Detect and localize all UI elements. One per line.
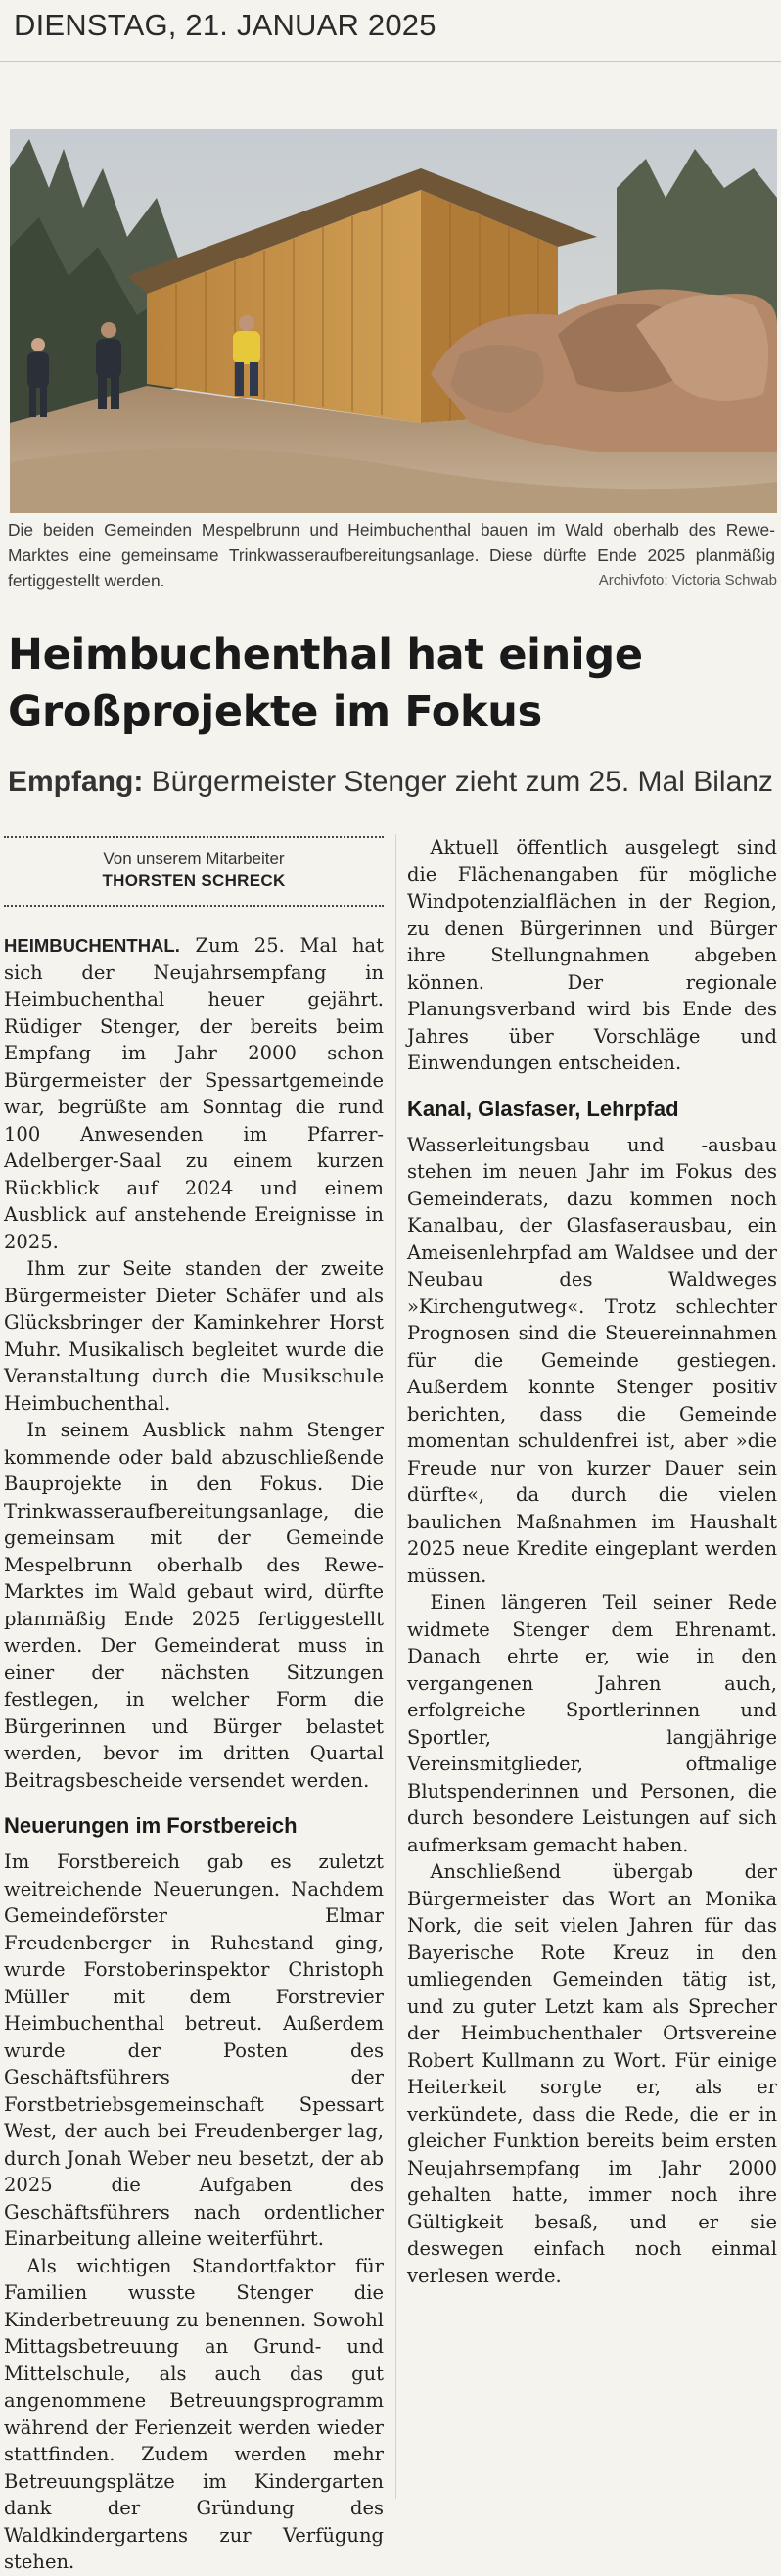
subhead-text: Bürgermeister Stenger zieht zum 25. Mal Bilanz (143, 766, 773, 798)
paragraph-4: Im Forstbereich gab es zuletzt weitreichende Neuerungen. Nachdem Gemeindeförster Elmar Freudenberger in Ruhestand ging, wurde Forstoberinspektor Christoph Müller mit dem Forstrevier Heimbuchenthal betreut. Außerdem wurde der Posten des Geschäftsführers der Forstbetriebsgemeinschaft Spessart West, der auch bei Freudenberger lag, durch Jonah Weber neu besetzt, der ab 2025 die Aufgaben des Geschäftsführers nach ordentlicher Einarbeitung alleine weiterführt. (4, 1850, 384, 2250)
byline-author: THORSTEN SCHRECK (102, 871, 286, 890)
paragraph-7: Wasserleitungsbau und -ausbau stehen im neuen Jahr im Fokus des Gemeinderats, dazu kommen noch Kanalbau, der Glasfaserausbau, ein Ameisenlehrpfad am Waldsee und der Neubau des Waldweges »Kirchengutweg«. Trotz schlechter Prognosen sind die Steuereinnahmen für die Gemeinde gestiegen. Außerdem konnte Stenger positiv berichten, dass die Gemeinde momentan schuldenfrei ist, aber »die Freude nur von kurzer Dauer sein dürfte«, da durch die vielen baulichen Maßnahmen im Haushalt 2025 neue Kredite eingeplant werden müssen. (407, 1133, 777, 1587)
section-heading-forst: Neuerungen im Forstbereich (4, 1813, 298, 1838)
paragraph-1 (4, 932, 384, 1255)
issue-dateline: DIENSTAG, 21. JANUAR 2025 (14, 8, 436, 42)
article-subheadline (8, 766, 781, 799)
photo-caption: Die beiden Gemeinden Mespelbrunn und Heimbuchenthal bauen im Wald oberhalb des Rewe-Marktes eine gemeinsame Trinkwasseraufbereitungsanlage. Diese dürfte Ende 2025 planmäßig fertiggestellt werden. (8, 520, 775, 590)
section-heading-kanal: Kanal, Glasfaser, Lehrpfad (407, 1096, 679, 1121)
subhead-kicker: Empfang: (8, 766, 144, 798)
paragraph-5: Als wichtigen Standortfaktor für Familien wusste Stenger die Kinderbetreuung zu benennen. Sowohl Mittagsbetreuung an Grund- und Mittelschule, als auch das gut angenommene Betreuungsprogramm während der Ferienzeit werden wieder stattfinden. Zudem werden mehr Betreuungsplätze im Kindergarten dank der Gründung des Waldkindergartens zur Verfügung stehen. (4, 2254, 384, 2573)
column-divider (395, 834, 396, 2499)
paragraph-6: Aktuell öffentlich ausgelegt sind die Flächenangaben für mögliche Windpotenzialflächen in der Region, zu denen Bürgerinnen und Bürger ihre Stellungnahmen abgeben können. Der regionale Planungsverband wird bis Ende des Jahres über Vorschläge und Einwendungen entscheiden. (407, 836, 777, 1074)
photo-illustration (10, 129, 777, 513)
paragraph-1-text: Zum 25. Mal hat sich der Neujahrsempfang in Heimbuchenthal heuer gejährt. Rüdiger Stenger, der bereits beim Empfang im Jahr 2000 schon Bürgermeister der Spessartgemeinde war, begrüßte am Sonntag die rund 100 Anwesenden im Pfarrer-Adelberger-Saal zu einem kurzen Rückblick auf 2024 und einem Ausblick auf anstehende Ereignisse in 2025. (4, 934, 384, 1253)
paragraph-2: Ihm zur Seite standen der zweite Bürgermeister Dieter Schäfer und als Glücksbringer der Kaminkehrer Horst Muhr. Musikalisch begleitet wurde die Veranstaltung durch die Musikschule Heimbuchenthal. (4, 1257, 384, 1415)
article-photo (10, 129, 777, 513)
header-rule (0, 61, 781, 62)
article-column-right (407, 834, 777, 2289)
byline-prefix: Von unserem Mitarbeiter (103, 849, 285, 867)
paragraph-9: Anschließend übergab der Bürgermeister das Wort an Monika Nork, die seit vielen Jahren für das Bayerische Rote Kreuz in den umliegenden Gemeinden tätig ist, und zu guter Letzt kam als Sprecher der Heimbuchenthaler Ortsvereine Robert Kullmann zu Wort. Für einige Heiterkeit sorgte er, als er verkündete, dass die Rede, die er in gleicher Funktion bereits beim ersten Neujahrsempfang im Jahr 2000 gehalten hatte, immer noch ihre Gültigkeit besaß, und er sie deswegen einfach noch einmal verlesen werde. (407, 1860, 777, 2287)
article-headline: Heimbuchenthal hat einige Großprojekte im Fokus (8, 631, 643, 736)
paragraph-8: Einen längeren Teil seiner Rede widmete Stenger dem Ehrenamt. Danach ehrte er, wie in den vergangenen Jahren auch, erfolgreiche Sportlerinnen und Sportler, langjährige Vereinsmitglieder, oftmalige Blutspenderinnen und Personen, die durch besondere Leistungen auf sich aufmerksam gemacht haben. (407, 1591, 777, 1856)
paragraph-3: In seinem Ausblick nahm Stenger kommende oder bald abzuschließende Bauprojekte in den Fokus. Die Trinkwasseraufbereitungsanlage, die gemeinsam mit der Gemeinde Mespelbrunn oberhalb des Rewe-Marktes im Wald gebaut wird, dürfte planmäßig Ende 2025 fertiggestellt werden. Der Gemeinderat muss in einer der nächsten Sitzungen festlegen, in welcher Form die Bürgerinnen und Bürger belastet werden, bevor im dritten Quartal Beitragsbescheide versendet werden. (4, 1419, 384, 1792)
article-column-left (4, 834, 384, 2576)
photo-credit: Archivfoto: Victoria Schwab (598, 572, 777, 588)
place-dateline: HEIMBUCHENTHAL. (4, 935, 180, 956)
byline (4, 836, 384, 907)
